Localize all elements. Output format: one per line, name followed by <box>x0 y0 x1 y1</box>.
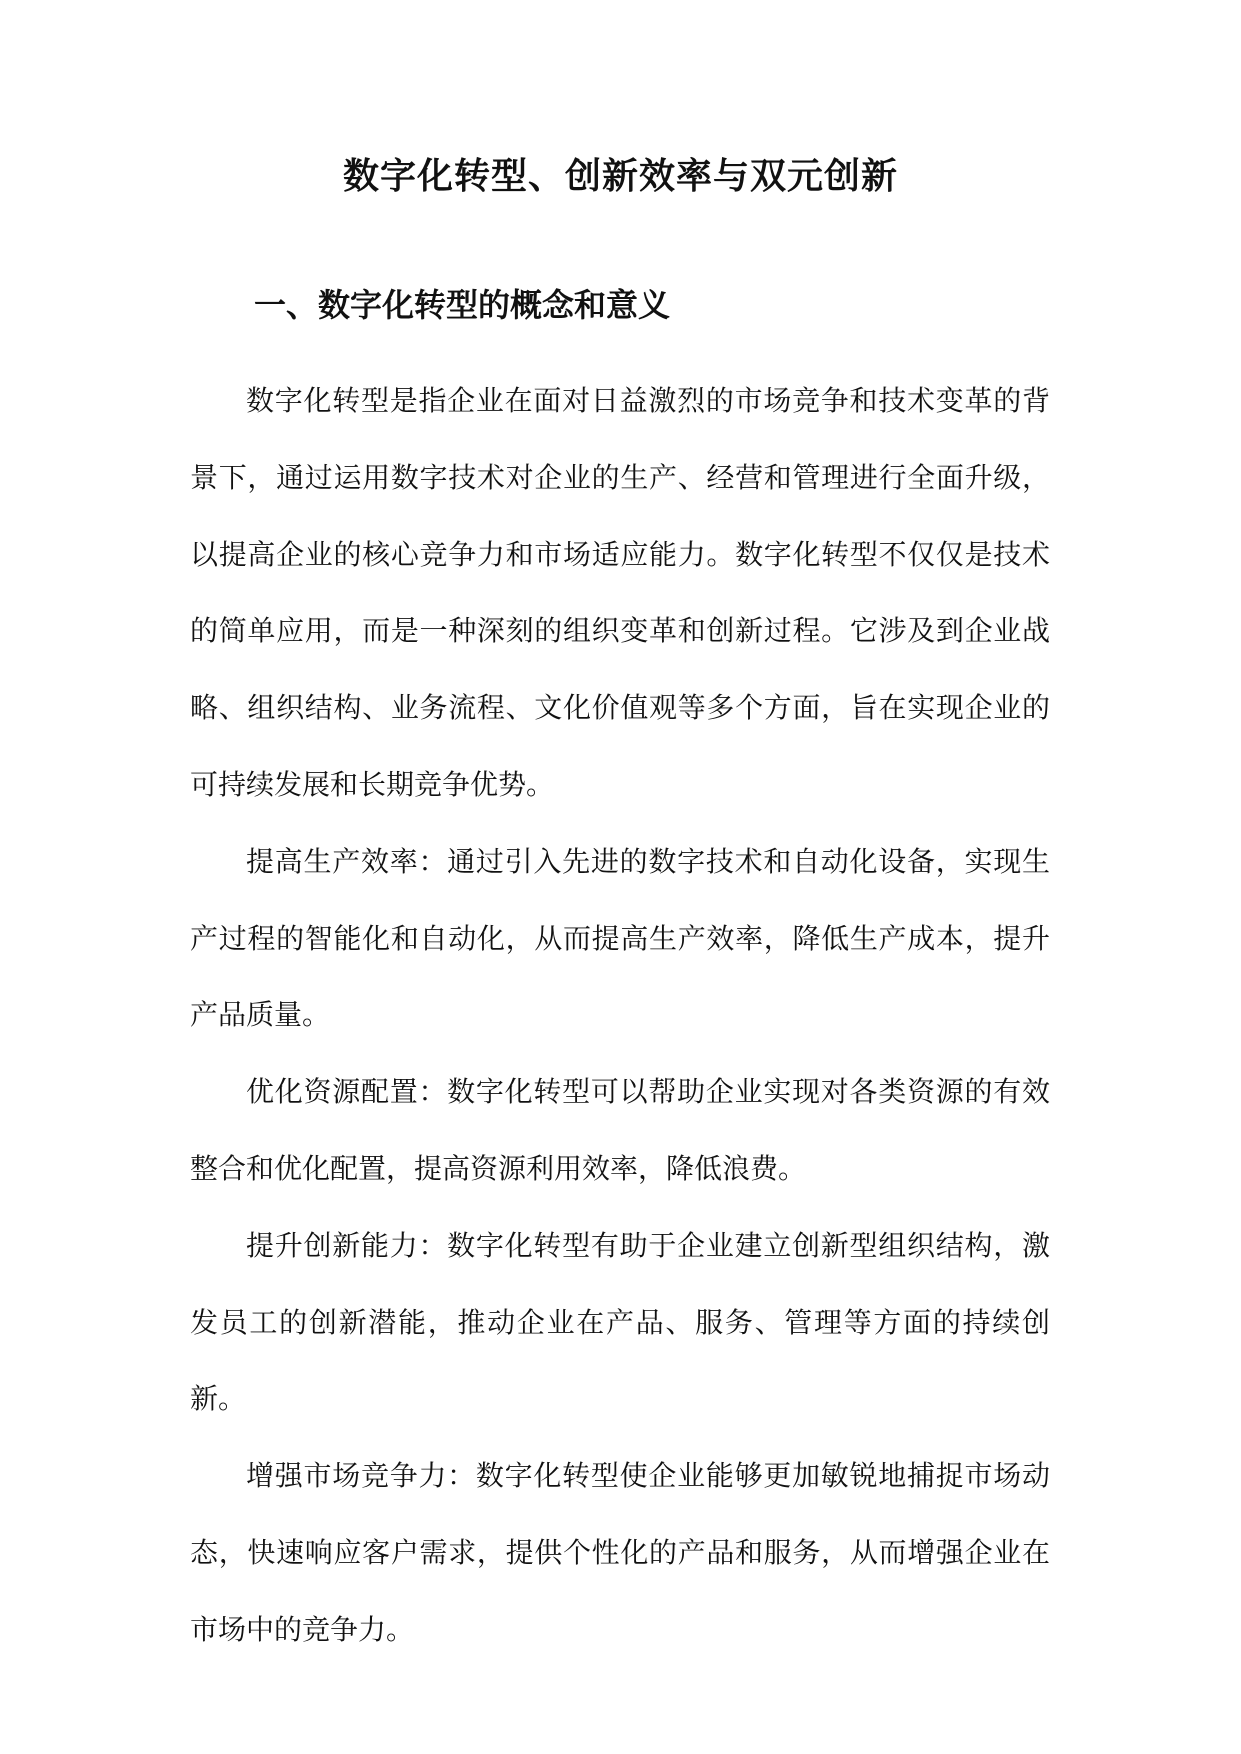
section-body <box>190 363 1050 1669</box>
paragraph-resource-allocation: 优化资源配置：数字化转型可以帮助企业实现对各类资源的有效整合和优化配置，提高资源利用效率，降低浪费。 <box>190 1075 1050 1185</box>
paragraph-market-competitiveness: 增强市场竞争力：数字化转型使企业能够更加敏锐地捕捉市场动态，快速响应客户需求，提供个性化的产品和服务，从而增强企业在市场中的竞争力。 <box>190 1459 1050 1646</box>
section-heading: 一、数字化转型的概念和意义 <box>254 286 671 324</box>
document-title: 数字化转型、创新效率与双元创新 <box>342 155 898 197</box>
paragraph-definition: 数字化转型是指企业在面对日益激烈的市场竞争和技术变革的背景下，通过运用数字技术对企业的生产、经营和管理进行全面升级，以提高企业的核心竞争力和市场适应能力。数字化转型不仅仅是技术的简单应用，而是一种深刻的组织变革和创新过程。它涉及到企业战略、组织结构、业务流程、文化价值观等多个方面，旨在实现企业的可持续发展和长期竞争优势。 <box>190 384 1050 801</box>
paragraph-innovation-capability: 提升创新能力：数字化转型有助于企业建立创新型组织结构，激发员工的创新潜能，推动企业在产品、服务、管理等方面的持续创新。 <box>190 1228 1050 1416</box>
paragraph-production-efficiency: 提高生产效率：通过引入先进的数字技术和自动化设备，实现生产过程的智能化和自动化，从而提高生产效率，降低生产成本，提升产品质量。 <box>190 844 1050 1032</box>
